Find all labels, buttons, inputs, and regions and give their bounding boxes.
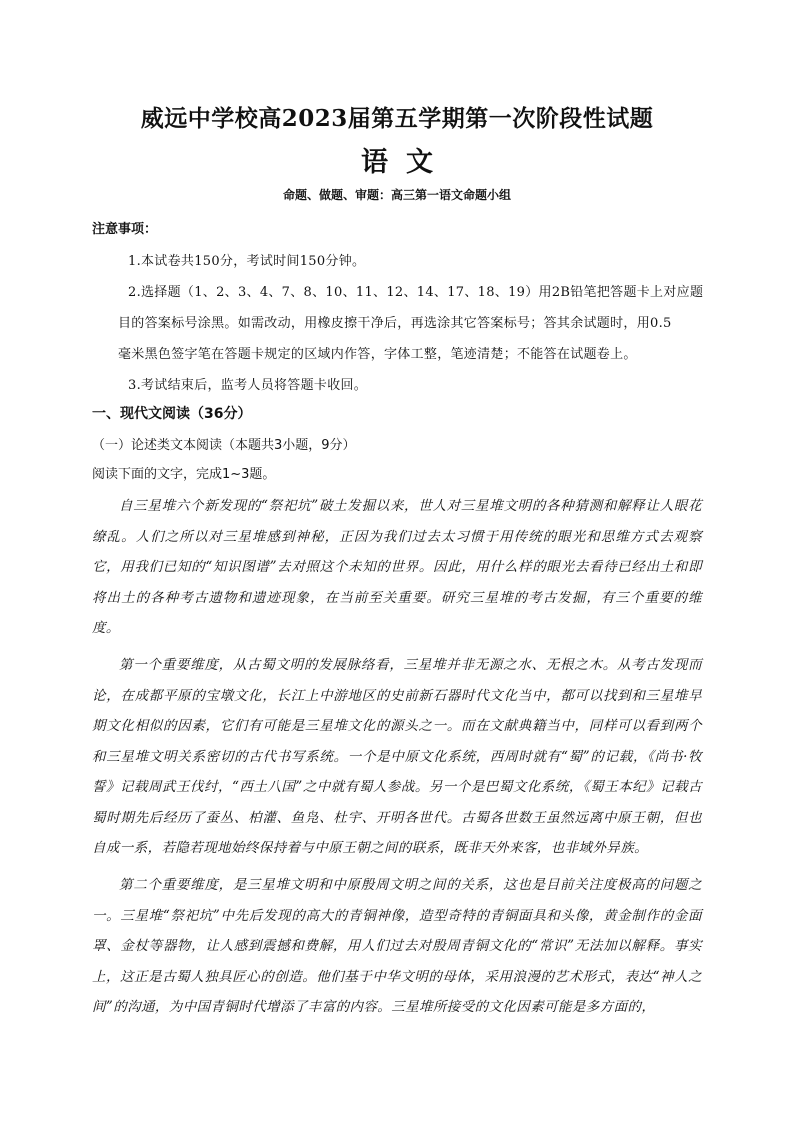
note-item-3: 3.考试结束后，监考人员将答题卡收回。: [128, 378, 368, 393]
passage-paragraph-1: 自三星堆六个新发现的“祭祀坑”破土发掘以来，世人对三星堆文明的各种猜测和解释让人眼花缭乱。人们之所以对三星堆感到神秘，正因为我们过去太习惯于用传统的眼光和思维方式去观察它，用我们已知的“知识图谱”去对照这个未知的世界。因此，用什么样的眼光去看待已经出土和即将出土的各种考古遗物和遗迹现象，在当前至关重要。研究三星堆的考古发掘，有三个重要的维度。: [92, 498, 702, 636]
subject-title: 语文: [361, 147, 451, 178]
notes-heading: 注意事项：: [92, 222, 158, 237]
reading-instruction: 阅读下面的文字，完成1~3题。: [92, 467, 276, 482]
passage-paragraph-3: 第二个重要维度，是三星堆文明和中原殷周文明之间的关系，这也是目前关注度极高的问题之一。三星堆“祭祀坑”中先后发现的高大的青铜神像，造型奇特的青铜面具和头像，黄金制作的金面罩、金杖等器物，让人感到震撼和费解，用人们过去对殷周青铜文化的“常识”无法加以解释。事实上，这正是古蜀人独具匠心的创造。他们基于中华文明的母体，采用浪漫的艺术形式，表达“神人之间”的沟通，为中国青铜时代增添了丰富的内容。三星堆所接受的文化因素可能是多方面的，: [92, 877, 702, 1015]
subsection-heading: （一）论述类文本阅读（本题共3小题，9分）: [92, 438, 356, 453]
note-item-1: 1.本试卷共150分，考试时间150分钟。: [128, 254, 366, 269]
exam-title: 威远中学校高2023届第五学期第一次阶段性试题: [140, 105, 654, 132]
passage-paragraph-2: 第一个重要维度，从古蜀文明的发展脉络看，三星堆并非无源之水、无根之木。从考古发现而论，在成都平原的宝墩文化，长江上中游地区的史前新石器时代文化当中，都可以找到和三星堆早期文化相似的因素，它们有可能是三星堆文化的源头之一。而在文献典籍当中，同样可以看到两个和三星堆文明关系密切的古代书写系统。一个是中原文化系统，西周时就有“蜀”的记载，《尚书·牧誓》记载周武王伐纣，“西土八国”之中就有蜀人参战。另一个是巴蜀文化系统，《蜀王本纪》记载古蜀时期先后经历了蚕丛、柏灌、鱼凫、杜宇、开明各世代。古蜀各世数王虽然远离中原王朝，但也自成一系，若隐若现地始终保持着与中原王朝之间的联系，既非天外来客，也非域外异族。: [92, 657, 702, 856]
authors-line: 命题、做题、审题：高三第一语文命题小组: [282, 188, 511, 202]
section-heading: 一、现代文阅读（36分）: [92, 406, 252, 422]
note-item-2: 2.选择题（1、2、3、4、7、8、10、11、12、14、17、18、19）用2B铅笔把答题卡上对应题: [128, 285, 704, 300]
note-item-2-cont-2: 毫米黑色签字笔在答题卡规定的区域内作答，字体工整，笔迹清楚；不能答在试题卷上。: [118, 347, 637, 362]
note-item-2-cont: 目的答案标号涂黑。如需改动，用橡皮擦干净后，再选涂其它答案标号；答其余试题时，用0.5: [118, 316, 672, 331]
